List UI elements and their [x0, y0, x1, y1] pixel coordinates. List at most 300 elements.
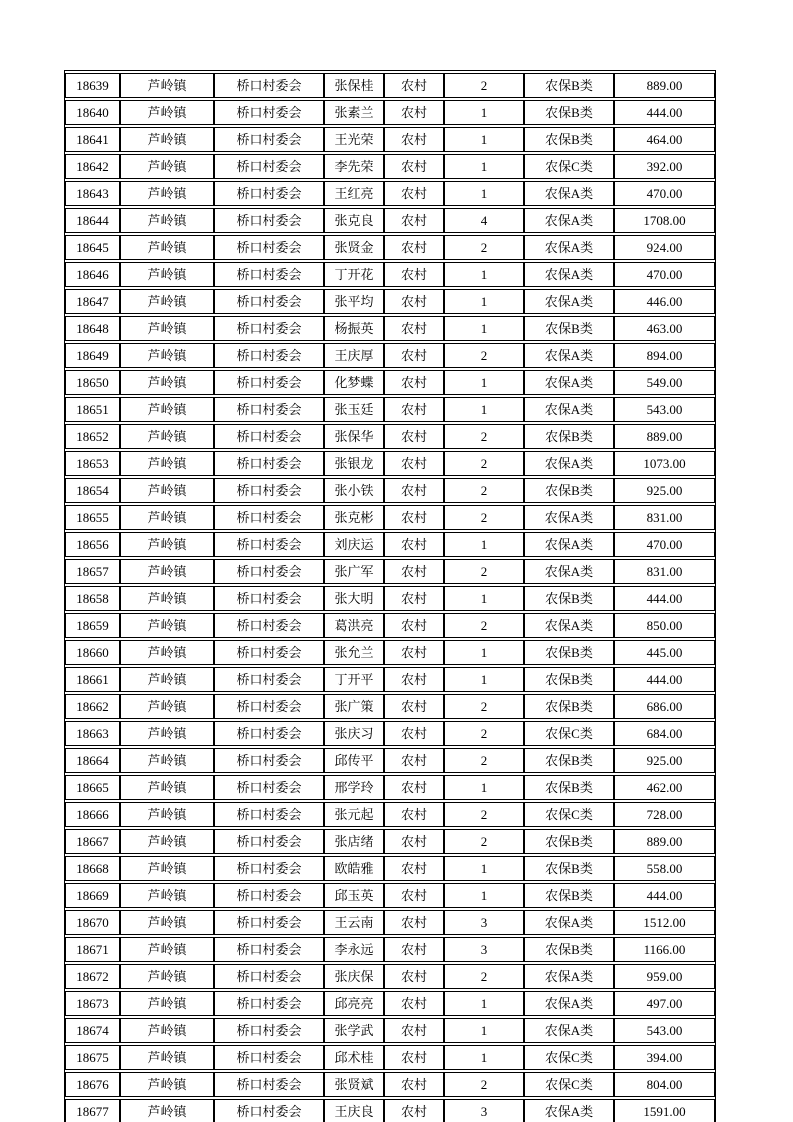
cell-village: 桥口村委会	[214, 883, 324, 908]
table-row	[65, 694, 715, 719]
cell-name: 王云南	[324, 910, 384, 935]
cell-name: 张庆习	[324, 721, 384, 746]
table-row	[65, 262, 715, 287]
cell-type: 农村	[384, 73, 444, 98]
cell-town: 芦岭镇	[120, 1072, 214, 1097]
cell-name: 张保桂	[324, 73, 384, 98]
cell-town: 芦岭镇	[120, 154, 214, 179]
cell-type: 农村	[384, 505, 444, 530]
table-row	[65, 559, 715, 584]
cell-count: 1	[444, 667, 524, 692]
cell-id: 18650	[65, 370, 120, 395]
cell-category: 农保A类	[524, 964, 614, 989]
cell-town: 芦岭镇	[120, 748, 214, 773]
cell-town: 芦岭镇	[120, 991, 214, 1016]
cell-name: 张学武	[324, 1018, 384, 1043]
table-row	[65, 748, 715, 773]
cell-name: 欧皓雅	[324, 856, 384, 881]
cell-id: 18651	[65, 397, 120, 422]
cell-amount: 894.00	[614, 343, 715, 368]
cell-town: 芦岭镇	[120, 424, 214, 449]
cell-amount: 558.00	[614, 856, 715, 881]
cell-town: 芦岭镇	[120, 208, 214, 233]
cell-id: 18669	[65, 883, 120, 908]
cell-id: 18640	[65, 100, 120, 125]
cell-town: 芦岭镇	[120, 1045, 214, 1070]
cell-amount: 925.00	[614, 478, 715, 503]
cell-village: 桥口村委会	[214, 127, 324, 152]
cell-category: 农保A类	[524, 910, 614, 935]
table-row	[65, 478, 715, 503]
table-row	[65, 964, 715, 989]
table-row	[65, 451, 715, 476]
cell-category: 农保B类	[524, 937, 614, 962]
cell-count: 1	[444, 991, 524, 1016]
cell-town: 芦岭镇	[120, 235, 214, 260]
cell-village: 桥口村委会	[214, 370, 324, 395]
table-row	[65, 100, 715, 125]
cell-name: 张银龙	[324, 451, 384, 476]
cell-type: 农村	[384, 208, 444, 233]
table-row	[65, 937, 715, 962]
cell-count: 1	[444, 397, 524, 422]
cell-amount: 831.00	[614, 505, 715, 530]
cell-type: 农村	[384, 262, 444, 287]
cell-type: 农村	[384, 154, 444, 179]
cell-town: 芦岭镇	[120, 829, 214, 854]
cell-id: 18652	[65, 424, 120, 449]
cell-id: 18671	[65, 937, 120, 962]
cell-amount: 462.00	[614, 775, 715, 800]
cell-category: 农保A类	[524, 505, 614, 530]
cell-category: 农保A类	[524, 451, 614, 476]
cell-count: 1	[444, 316, 524, 341]
table-row	[65, 235, 715, 260]
table-row	[65, 532, 715, 557]
cell-type: 农村	[384, 721, 444, 746]
cell-category: 农保A类	[524, 289, 614, 314]
cell-count: 2	[444, 451, 524, 476]
cell-type: 农村	[384, 181, 444, 206]
cell-amount: 470.00	[614, 181, 715, 206]
cell-town: 芦岭镇	[120, 451, 214, 476]
cell-village: 桥口村委会	[214, 1045, 324, 1070]
cell-count: 1	[444, 856, 524, 881]
cell-category: 农保B类	[524, 316, 614, 341]
cell-category: 农保A类	[524, 1018, 614, 1043]
table-row	[65, 667, 715, 692]
cell-name: 张贤金	[324, 235, 384, 260]
cell-village: 桥口村委会	[214, 208, 324, 233]
cell-category: 农保B类	[524, 667, 614, 692]
cell-town: 芦岭镇	[120, 721, 214, 746]
cell-town: 芦岭镇	[120, 1018, 214, 1043]
cell-id: 18673	[65, 991, 120, 1016]
cell-count: 1	[444, 586, 524, 611]
table-row	[65, 154, 715, 179]
cell-town: 芦岭镇	[120, 613, 214, 638]
cell-town: 芦岭镇	[120, 343, 214, 368]
cell-category: 农保A类	[524, 235, 614, 260]
cell-type: 农村	[384, 235, 444, 260]
table-row	[65, 424, 715, 449]
cell-id: 18667	[65, 829, 120, 854]
cell-type: 农村	[384, 937, 444, 962]
cell-amount: 470.00	[614, 532, 715, 557]
cell-category: 农保A类	[524, 208, 614, 233]
table-row	[65, 208, 715, 233]
cell-village: 桥口村委会	[214, 964, 324, 989]
cell-town: 芦岭镇	[120, 802, 214, 827]
cell-town: 芦岭镇	[120, 505, 214, 530]
cell-name: 张素兰	[324, 100, 384, 125]
cell-type: 农村	[384, 883, 444, 908]
cell-name: 张广策	[324, 694, 384, 719]
cell-town: 芦岭镇	[120, 694, 214, 719]
cell-village: 桥口村委会	[214, 613, 324, 638]
cell-count: 1	[444, 100, 524, 125]
cell-type: 农村	[384, 343, 444, 368]
cell-count: 1	[444, 1018, 524, 1043]
cell-category: 农保B类	[524, 640, 614, 665]
cell-name: 邱亮亮	[324, 991, 384, 1016]
cell-amount: 446.00	[614, 289, 715, 314]
cell-id: 18657	[65, 559, 120, 584]
cell-village: 桥口村委会	[214, 937, 324, 962]
cell-name: 王庆良	[324, 1099, 384, 1122]
cell-count: 1	[444, 370, 524, 395]
cell-town: 芦岭镇	[120, 667, 214, 692]
cell-count: 1	[444, 127, 524, 152]
cell-category: 农保B类	[524, 424, 614, 449]
cell-id: 18644	[65, 208, 120, 233]
table-row	[65, 289, 715, 314]
cell-town: 芦岭镇	[120, 289, 214, 314]
cell-amount: 464.00	[614, 127, 715, 152]
cell-village: 桥口村委会	[214, 559, 324, 584]
cell-amount: 686.00	[614, 694, 715, 719]
cell-type: 农村	[384, 1072, 444, 1097]
cell-id: 18655	[65, 505, 120, 530]
table-row	[65, 721, 715, 746]
cell-name: 王红亮	[324, 181, 384, 206]
cell-count: 3	[444, 937, 524, 962]
cell-type: 农村	[384, 586, 444, 611]
cell-id: 18664	[65, 748, 120, 773]
cell-village: 桥口村委会	[214, 694, 324, 719]
cell-count: 3	[444, 910, 524, 935]
cell-category: 农保A类	[524, 181, 614, 206]
cell-amount: 463.00	[614, 316, 715, 341]
table-row	[65, 1018, 715, 1043]
cell-amount: 497.00	[614, 991, 715, 1016]
cell-category: 农保B类	[524, 100, 614, 125]
cell-category: 农保C类	[524, 1072, 614, 1097]
table-row	[65, 856, 715, 881]
table-row	[65, 640, 715, 665]
cell-town: 芦岭镇	[120, 640, 214, 665]
cell-category: 农保C类	[524, 154, 614, 179]
cell-town: 芦岭镇	[120, 532, 214, 557]
cell-amount: 444.00	[614, 667, 715, 692]
cell-name: 李先荣	[324, 154, 384, 179]
cell-count: 1	[444, 640, 524, 665]
cell-name: 张贤斌	[324, 1072, 384, 1097]
cell-id: 18674	[65, 1018, 120, 1043]
table-row	[65, 73, 715, 98]
cell-category: 农保B类	[524, 127, 614, 152]
cell-count: 2	[444, 613, 524, 638]
table-row	[65, 397, 715, 422]
cell-category: 农保B类	[524, 748, 614, 773]
cell-amount: 959.00	[614, 964, 715, 989]
cell-amount: 1512.00	[614, 910, 715, 935]
cell-count: 3	[444, 1099, 524, 1122]
cell-type: 农村	[384, 829, 444, 854]
table-row	[65, 1099, 715, 1122]
cell-village: 桥口村委会	[214, 856, 324, 881]
cell-name: 张店绪	[324, 829, 384, 854]
cell-count: 1	[444, 883, 524, 908]
cell-village: 桥口村委会	[214, 262, 324, 287]
cell-category: 农保A类	[524, 343, 614, 368]
table-row	[65, 586, 715, 611]
cell-type: 农村	[384, 910, 444, 935]
cell-name: 张大明	[324, 586, 384, 611]
social-insurance-table	[64, 70, 716, 1122]
cell-id: 18643	[65, 181, 120, 206]
cell-amount: 889.00	[614, 73, 715, 98]
cell-village: 桥口村委会	[214, 775, 324, 800]
cell-amount: 1166.00	[614, 937, 715, 962]
cell-type: 农村	[384, 127, 444, 152]
cell-category: 农保B类	[524, 856, 614, 881]
cell-name: 邱玉英	[324, 883, 384, 908]
cell-count: 2	[444, 559, 524, 584]
cell-village: 桥口村委会	[214, 424, 324, 449]
cell-name: 丁开平	[324, 667, 384, 692]
cell-amount: 889.00	[614, 829, 715, 854]
cell-town: 芦岭镇	[120, 559, 214, 584]
cell-name: 张广军	[324, 559, 384, 584]
cell-category: 农保A类	[524, 991, 614, 1016]
cell-count: 1	[444, 181, 524, 206]
cell-village: 桥口村委会	[214, 343, 324, 368]
cell-id: 18659	[65, 613, 120, 638]
cell-village: 桥口村委会	[214, 73, 324, 98]
cell-count: 1	[444, 154, 524, 179]
cell-name: 张克彬	[324, 505, 384, 530]
cell-town: 芦岭镇	[120, 964, 214, 989]
cell-category: 农保A类	[524, 262, 614, 287]
cell-type: 农村	[384, 100, 444, 125]
cell-id: 18672	[65, 964, 120, 989]
cell-name: 邱传平	[324, 748, 384, 773]
cell-type: 农村	[384, 640, 444, 665]
cell-id: 18647	[65, 289, 120, 314]
cell-village: 桥口村委会	[214, 748, 324, 773]
cell-id: 18670	[65, 910, 120, 935]
cell-count: 4	[444, 208, 524, 233]
cell-name: 刘庆运	[324, 532, 384, 557]
cell-type: 农村	[384, 1099, 444, 1122]
cell-id: 18645	[65, 235, 120, 260]
cell-id: 18639	[65, 73, 120, 98]
cell-category: 农保A类	[524, 559, 614, 584]
cell-count: 2	[444, 721, 524, 746]
cell-count: 2	[444, 505, 524, 530]
cell-village: 桥口村委会	[214, 1018, 324, 1043]
cell-name: 丁开花	[324, 262, 384, 287]
cell-count: 2	[444, 424, 524, 449]
table-row	[65, 802, 715, 827]
cell-village: 桥口村委会	[214, 802, 324, 827]
cell-name: 杨振英	[324, 316, 384, 341]
cell-count: 1	[444, 775, 524, 800]
cell-town: 芦岭镇	[120, 856, 214, 881]
cell-category: 农保B类	[524, 829, 614, 854]
cell-id: 18646	[65, 262, 120, 287]
cell-count: 2	[444, 748, 524, 773]
cell-name: 张元起	[324, 802, 384, 827]
cell-type: 农村	[384, 667, 444, 692]
cell-amount: 804.00	[614, 1072, 715, 1097]
table-row	[65, 775, 715, 800]
cell-town: 芦岭镇	[120, 73, 214, 98]
cell-id: 18677	[65, 1099, 120, 1122]
cell-town: 芦岭镇	[120, 586, 214, 611]
cell-town: 芦岭镇	[120, 883, 214, 908]
table-row	[65, 127, 715, 152]
cell-type: 农村	[384, 1018, 444, 1043]
cell-type: 农村	[384, 532, 444, 557]
cell-village: 桥口村委会	[214, 397, 324, 422]
cell-village: 桥口村委会	[214, 181, 324, 206]
table-row	[65, 829, 715, 854]
cell-village: 桥口村委会	[214, 586, 324, 611]
cell-count: 2	[444, 1072, 524, 1097]
cell-count: 2	[444, 829, 524, 854]
cell-name: 李永远	[324, 937, 384, 962]
cell-count: 1	[444, 532, 524, 557]
cell-category: 农保C类	[524, 721, 614, 746]
cell-town: 芦岭镇	[120, 316, 214, 341]
cell-village: 桥口村委会	[214, 316, 324, 341]
cell-count: 2	[444, 964, 524, 989]
cell-town: 芦岭镇	[120, 127, 214, 152]
cell-type: 农村	[384, 451, 444, 476]
cell-village: 桥口村委会	[214, 829, 324, 854]
cell-type: 农村	[384, 991, 444, 1016]
cell-amount: 831.00	[614, 559, 715, 584]
cell-town: 芦岭镇	[120, 370, 214, 395]
cell-type: 农村	[384, 694, 444, 719]
cell-town: 芦岭镇	[120, 1099, 214, 1122]
cell-amount: 728.00	[614, 802, 715, 827]
cell-count: 1	[444, 262, 524, 287]
cell-name: 葛洪亮	[324, 613, 384, 638]
cell-amount: 444.00	[614, 883, 715, 908]
cell-name: 化梦蝶	[324, 370, 384, 395]
cell-id: 18649	[65, 343, 120, 368]
cell-id: 18663	[65, 721, 120, 746]
cell-id: 18658	[65, 586, 120, 611]
cell-village: 桥口村委会	[214, 532, 324, 557]
cell-town: 芦岭镇	[120, 262, 214, 287]
cell-town: 芦岭镇	[120, 181, 214, 206]
cell-village: 桥口村委会	[214, 1099, 324, 1122]
cell-category: 农保C类	[524, 802, 614, 827]
cell-town: 芦岭镇	[120, 775, 214, 800]
cell-category: 农保B类	[524, 586, 614, 611]
cell-id: 18642	[65, 154, 120, 179]
table-row	[65, 370, 715, 395]
cell-village: 桥口村委会	[214, 667, 324, 692]
table-row	[65, 1072, 715, 1097]
cell-amount: 445.00	[614, 640, 715, 665]
table-row	[65, 883, 715, 908]
cell-id: 18676	[65, 1072, 120, 1097]
cell-town: 芦岭镇	[120, 478, 214, 503]
cell-id: 18648	[65, 316, 120, 341]
cell-name: 张平均	[324, 289, 384, 314]
cell-type: 农村	[384, 1045, 444, 1070]
table-row	[65, 613, 715, 638]
cell-village: 桥口村委会	[214, 640, 324, 665]
cell-type: 农村	[384, 397, 444, 422]
cell-village: 桥口村委会	[214, 235, 324, 260]
cell-type: 农村	[384, 613, 444, 638]
cell-id: 18665	[65, 775, 120, 800]
cell-amount: 850.00	[614, 613, 715, 638]
cell-amount: 392.00	[614, 154, 715, 179]
cell-id: 18641	[65, 127, 120, 152]
table-row	[65, 910, 715, 935]
cell-category: 农保A类	[524, 397, 614, 422]
cell-name: 张庆保	[324, 964, 384, 989]
cell-village: 桥口村委会	[214, 721, 324, 746]
cell-town: 芦岭镇	[120, 910, 214, 935]
cell-type: 农村	[384, 748, 444, 773]
cell-category: 农保A类	[524, 370, 614, 395]
cell-village: 桥口村委会	[214, 478, 324, 503]
cell-village: 桥口村委会	[214, 505, 324, 530]
cell-village: 桥口村委会	[214, 991, 324, 1016]
cell-category: 农保B类	[524, 775, 614, 800]
cell-name: 张玉廷	[324, 397, 384, 422]
cell-id: 18661	[65, 667, 120, 692]
cell-id: 18666	[65, 802, 120, 827]
cell-type: 农村	[384, 316, 444, 341]
table-row	[65, 316, 715, 341]
cell-amount: 394.00	[614, 1045, 715, 1070]
cell-town: 芦岭镇	[120, 397, 214, 422]
cell-village: 桥口村委会	[214, 154, 324, 179]
cell-amount: 924.00	[614, 235, 715, 260]
cell-count: 1	[444, 1045, 524, 1070]
cell-count: 2	[444, 478, 524, 503]
cell-amount: 543.00	[614, 397, 715, 422]
cell-category: 农保B类	[524, 73, 614, 98]
cell-category: 农保A类	[524, 1099, 614, 1122]
table-row	[65, 505, 715, 530]
cell-count: 1	[444, 289, 524, 314]
cell-village: 桥口村委会	[214, 910, 324, 935]
cell-type: 农村	[384, 289, 444, 314]
cell-amount: 684.00	[614, 721, 715, 746]
cell-count: 2	[444, 802, 524, 827]
cell-id: 18662	[65, 694, 120, 719]
